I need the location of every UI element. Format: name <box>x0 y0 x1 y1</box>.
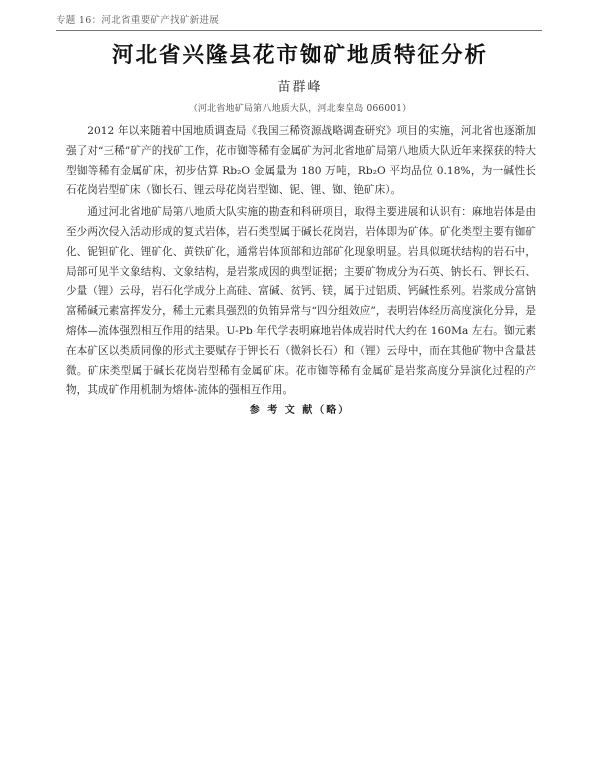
running-header: 专题 16：河北省重要矿产找矿新进展 <box>56 12 542 31</box>
body-text <box>66 122 536 401</box>
author-affiliation: （河北省地矿局第八地质大队，河北秦皇岛 066001） <box>188 104 412 114</box>
paper-title: 河北省兴隆县花市铷矿地质特征分析 <box>111 43 488 68</box>
author-name: 苗群峰 <box>277 80 323 95</box>
paragraph-2: 通过河北省地矿局第八地质大队实施的勘查和科研项目，取得主要进展和认识有：麻地岩体是由至少两次侵入活动形成的复式岩体，岩石类型属于碱长花岗岩，岩体即为矿体。矿化类型主要有铷矿化、铌钽矿化、锂矿化、黄铁矿化，通常岩体顶部和边部矿化现象明显。岩具似斑状结构的岩石中，局部可见半文象结构、文象结构，是岩浆成因的典型证据；主要矿物成分为石英、钠长石、钾长石、少量（锂）云母，岩石化学成分上高硅、富碱、贫钙、镁，属于过铝质、钙碱性系列。岩浆成分富钠富稀碱元素富挥发分，稀土元素具强烈的负铕异常与“四分组效应”，表明岩体经历高度演化分异，是熔体—流体强烈相互作用的结果。U-Pb 年代学表明麻地岩体成岩时代大约在 160Ma 左右。铷元素在本矿区以类质同像的形式主要赋存于钾长石（微斜长石）和（锂）云母中，而在其他矿物中含量甚微。矿床类型属于碱长花岗岩型稀有金属矿床。花市铷等稀有金属矿是岩浆高度分异演化过程的产物，其成矿作用机制为熔体-流体的强相互作用。 <box>66 206 536 397</box>
references-heading: 参 考 文 献（略） <box>249 405 351 416</box>
paragraph-1: 2012 年以来随着中国地质调查局《我国三稀资源战略调查研究》项目的实施，河北省也逐渐加强了对“三稀”矿产的找矿工作，花市铷等稀有金属矿为河北省地矿局第八地质大队近年来探获的特大型铷等稀有金属矿床，初步估算 Rb₂O 金属量为 180 万吨，Rb₂O 平均品位 0.18%，为一碱性长石花岗岩型矿床（铷长石、锂云母花岗岩型铷、铌、锂、铷、铯矿床）。 <box>66 125 536 197</box>
